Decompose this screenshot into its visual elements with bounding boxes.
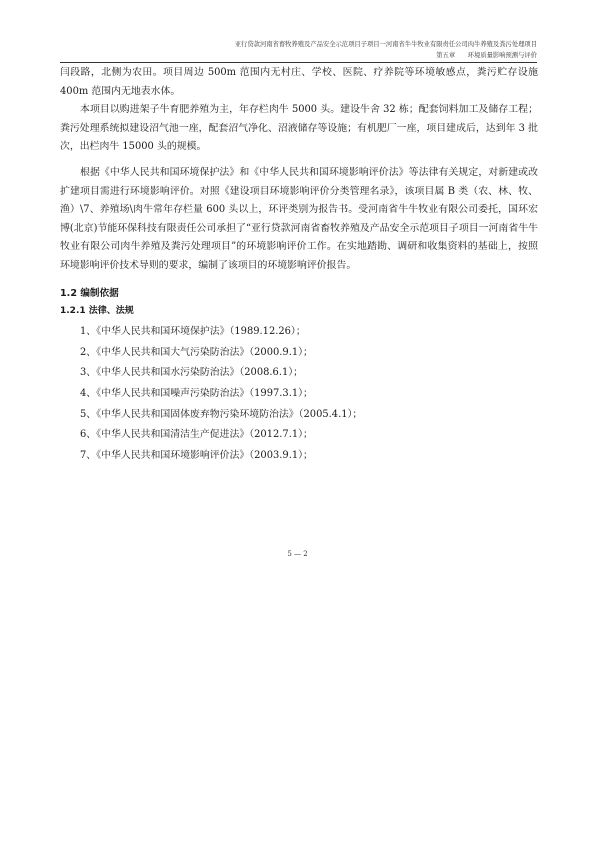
section-heading: 1.2 编制依据: [60, 287, 119, 299]
running-header: [60, 39, 537, 61]
law-list: [60, 322, 538, 466]
list-item: 7、《中华人民共和国环境影响评价法》（2003.9.1）；: [80, 449, 313, 461]
list-item: 4、《中华人民共和国噪声污染防治法》（1997.3.1）；: [80, 387, 313, 399]
subsection-heading: 1.2.1 法律、法规: [60, 306, 134, 317]
list-item: 3、《中华人民共和国水污染防治法》（2008.6.1）；: [80, 367, 304, 379]
list-item: 5、《中华人民共和国固体废弃物污染环境防治法》（2005.4.1）；: [80, 408, 363, 420]
list-item: 2、《中华人民共和国大气污染防治法》（2000.9.1）；: [80, 346, 313, 358]
list-item: 6、《中华人民共和国清洁生产促进法》（2012.7.1）；: [80, 429, 313, 441]
header-divider: [60, 62, 537, 63]
body-text: [60, 64, 538, 466]
header-chapter-title: 第五章 环境质量影响预测与评价: [436, 52, 537, 59]
paragraph-eia-basis: 根据《中华人民共和国环境保护法》和《中华人民共和国环境影响评价法》等法律有关规定，对新建或改扩建项目需进行环境影响评价。对照《建设项目环境影响评价分类管理名录》，该项目属 B 类（农、林、牧、渔）\7、养殖场\肉牛常年存栏量 600 头以上，环评类别为报告书。受河南省牛牛牧业有限公司委托，国环宏博(北京)节能环保科技有限责任公司承担了“亚行贷款河南省畜牧养殖及产品安全示范项目子项目一河南省牛牛牧业有限公司肉牛养殖及粪污处理项目”的环境影响评价工作。在实地踏勘、调研和收集资料的基础上，按照环境影响评价技术导则的要求，编制了该项目的环境影响评价报告。: [60, 166, 538, 271]
list-item: 1、《中华人民共和国环境保护法》（1989.12.26）；: [80, 326, 306, 338]
page-number: 5 — 2: [287, 550, 308, 558]
paragraph-site-surroundings: 闫段路，北侧为农田。项目周边 500m 范围内无村庄、学校、医院、疗养院等环境敏感点，粪污贮存设施 400m 范围内无地表水体。: [60, 67, 538, 97]
paragraph-project-scale: 本项目以购进架子牛育肥养殖为主，年存栏肉牛 5000 头。建设牛舍 32 栋；配套饲料加工及储存工程；粪污处理系统拟建设沼气池一座，配套沼气净化、沼液储存等设施；有机肥厂一座，项目建成后，达到年 3 批次，出栏肉牛 15000 头的规模。: [60, 104, 538, 153]
header-project-title: 亚行贷款河南省畜牧养殖及产品安全示范项目子项目一河南省牛牛牧业有限责任公司肉牛养殖及粪污处理项目: [234, 41, 537, 48]
